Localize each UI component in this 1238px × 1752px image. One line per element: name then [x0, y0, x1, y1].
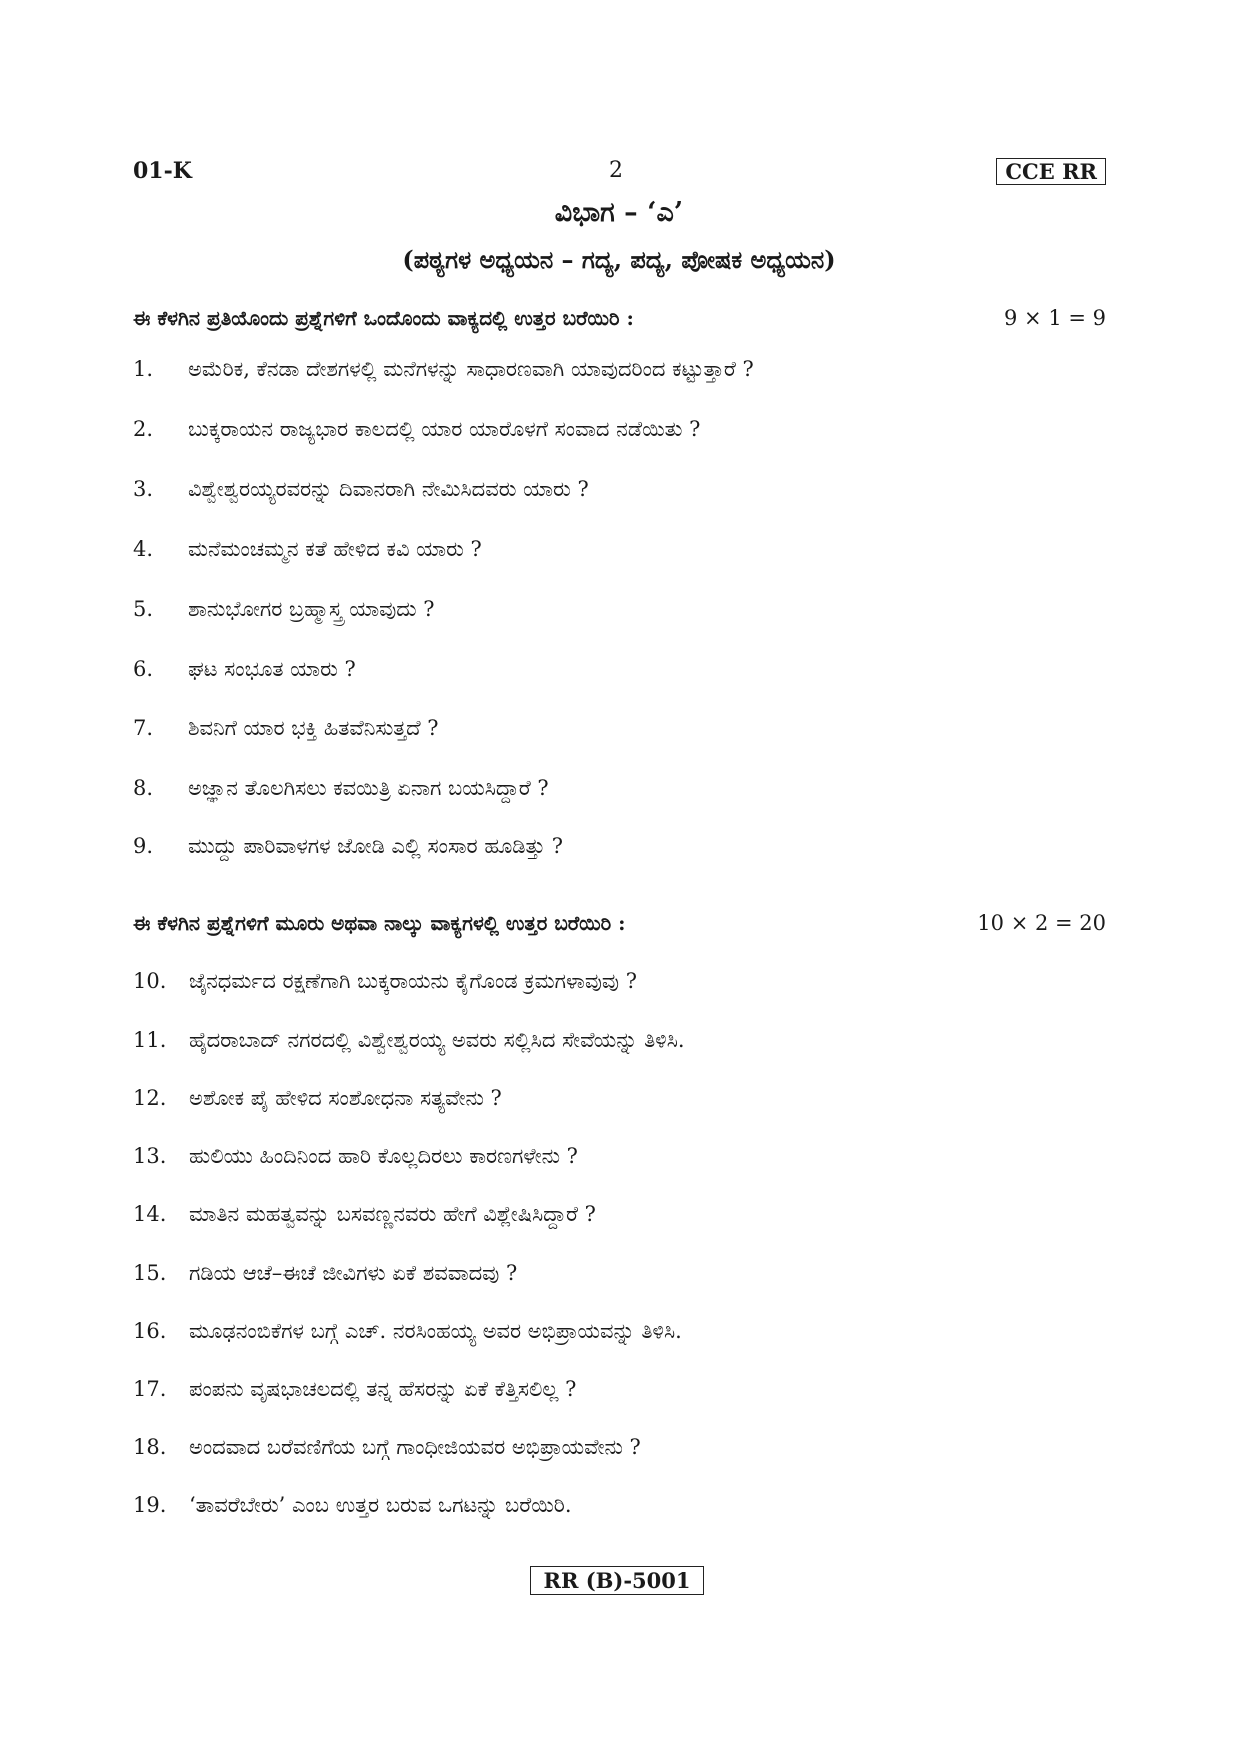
question-5	[133, 597, 434, 631]
question-text: ಅಂದವಾದ ಬರೆವಣಿಗೆಯ ಬಗ್ಗೆ ಗಾಂಧೀಜಿಯವರ ಅಭಿಪ್ರಾಯವೇನು ?	[189, 1435, 641, 1459]
question-number: 9.	[133, 834, 154, 858]
question-number: 17.	[133, 1377, 167, 1401]
question-number: 4.	[133, 537, 154, 561]
part1-marks: 9 × 1 = 9	[1004, 306, 1106, 330]
question-text: ಹೈದರಾಬಾದ್ ನಗರದಲ್ಲಿ ವಿಶ್ವೇಶ್ವರಯ್ಯ ಅವರು ಸಲ್ಲಿಸಿದ ಸೇವೆಯನ್ನು ತಿಳಿಸಿ.	[189, 1028, 685, 1052]
part1-instruction-row	[133, 306, 1106, 338]
question-text: ವಿಶ್ವೇಶ್ವರಯ್ಯರವರನ್ನು ದಿವಾನರಾಗಿ ನೇಮಿಸಿದವರು ಯಾರು ?	[188, 477, 589, 501]
question-text: ಅಶೋಕ ಪೈ ಹೇಳಿದ ಸಂಶೋಧನಾ ಸತ್ಯವೇನು ?	[189, 1086, 502, 1110]
question-number: 12.	[133, 1086, 167, 1110]
question-text: ‘ತಾವರೆಬೇರು’ ಎಂಬ ಉತ್ತರ ಬರುವ ಒಗಟನ್ನು ಬರೆಯಿರಿ.	[189, 1493, 572, 1517]
question-4	[133, 537, 482, 571]
part1-instruction: ಈ ಕೆಳಗಿನ ಪ್ರತಿಯೊಂದು ಪ್ರಶ್ನೆಗಳಿಗೆ ಒಂದೊಂದು ವಾಕ್ಯದಲ್ಲಿ ಉತ್ತರ ಬರೆಯಿರಿ :	[133, 306, 634, 330]
question-text: ಗಡಿಯ ಆಚೆ–ಈಚೆ ಜೀವಿಗಳು ಏಕೆ ಶವವಾದವು ?	[189, 1261, 518, 1285]
question-text: ಮಾತಿನ ಮಹತ್ವವನ್ನು ಬಸವಣ್ಣನವರು ಹೇಗೆ ವಿಶ್ಲೇಷಿಸಿದ್ದಾರೆ ?	[189, 1202, 596, 1226]
question-8	[133, 776, 549, 810]
question-number: 6.	[133, 657, 154, 681]
question-text: ಮನೆಮಂಚಮ್ಮನ ಕತೆ ಹೇಳಿದ ಕವಿ ಯಾರು ?	[188, 537, 482, 561]
question-number: 14.	[133, 1202, 167, 1226]
question-10	[133, 969, 637, 1003]
section-title: ವಿಭಾಗ – ‘ಎ’	[554, 197, 684, 228]
question-text: ಅಮೆರಿಕ, ಕೆನಡಾ ದೇಶಗಳಲ್ಲಿ ಮನೆಗಳನ್ನು ಸಾಧಾರಣವಾಗಿ ಯಾವುದರಿಂದ ಕಟ್ಟುತ್ತಾರೆ ?	[188, 357, 754, 381]
part2-instruction: ಈ ಕೆಳಗಿನ ಪ್ರಶ್ನೆಗಳಿಗೆ ಮೂರು ಅಥವಾ ನಾಲ್ಕು ವಾಕ್ಯಗಳಲ್ಲಿ ಉತ್ತರ ಬರೆಯಿರಿ :	[133, 911, 626, 935]
question-text: ಮುದ್ದು ಪಾರಿವಾಳಗಳ ಜೋಡಿ ಎಲ್ಲಿ ಸಂಸಾರ ಹೂಡಿತ್ತು ?	[188, 834, 564, 858]
question-14	[133, 1202, 596, 1236]
question-number: 7.	[133, 716, 154, 740]
question-number: 8.	[133, 776, 154, 800]
question-text: ಬುಕ್ಕರಾಯನ ರಾಜ್ಯಭಾರ ಕಾಲದಲ್ಲಿ ಯಾರ ಯಾರೊಳಗೆ ಸಂವಾದ ನಡೆಯಿತು ?	[188, 417, 701, 441]
question-16	[133, 1319, 682, 1353]
part2-instruction-row	[133, 911, 1106, 943]
question-9	[133, 834, 563, 868]
section-subtitle: (ಪಠ್ಯಗಳ ಅಧ್ಯಯನ – ಗದ್ಯ, ಪದ್ಯ, ಪೋಷಕ ಅಧ್ಯಯನ)	[402, 245, 836, 274]
question-text: ಜೈನಧರ್ಮದ ರಕ್ಷಣೆಗಾಗಿ ಬುಕ್ಕರಾಯನು ಕೈಗೊಂಡ ಕ್ರಮಗಳಾವುವು ?	[189, 969, 637, 993]
question-15	[133, 1261, 517, 1295]
question-text: ಮೂಢನಂಬಿಕೆಗಳ ಬಗ್ಗೆ ಎಚ್. ನರಸಿಂಹಯ್ಯ ಅವರ ಅಭಿಪ್ರಾಯವನ್ನು ತಿಳಿಸಿ.	[189, 1319, 682, 1343]
question-number: 2.	[133, 417, 154, 441]
question-number: 16.	[133, 1319, 167, 1343]
question-18	[133, 1435, 641, 1469]
page-header	[133, 158, 1106, 192]
page-number: 2	[609, 158, 623, 183]
question-text: ಶಿವನಿಗೆ ಯಾರ ಭಕ್ತಿ ಹಿತವೆನಿಸುತ್ತದೆ ?	[188, 716, 439, 740]
question-6	[133, 657, 356, 691]
question-text: ಹುಲಿಯು ಹಿಂದಿನಿಂದ ಹಾರಿ ಕೊಲ್ಲದಿರಲು ಕಾರಣಗಳೇನು ?	[189, 1144, 578, 1168]
question-2	[133, 417, 700, 451]
question-text: ಘಟ ಸಂಭೂತ ಯಾರು ?	[188, 657, 356, 681]
cce-rr-badge: CCE RR	[996, 158, 1106, 185]
question-number: 3.	[133, 477, 154, 501]
question-3	[133, 477, 589, 511]
question-7	[133, 716, 439, 750]
question-text: ಪಂಪನು ವೃಷಭಾಚಲದಲ್ಲಿ ತನ್ನ ಹೆಸರನ್ನು ಏಕೆ ಕೆತ್ತಿಸಲಿಲ್ಲ ?	[189, 1377, 577, 1401]
question-text: ಶಾನುಭೋಗರ ಬ್ರಹ್ಮಾಸ್ತ್ರ ಯಾವುದು ?	[188, 597, 435, 621]
question-13	[133, 1144, 578, 1178]
question-number: 10.	[133, 969, 167, 993]
question-12	[133, 1086, 502, 1120]
question-number: 19.	[133, 1493, 167, 1517]
question-11	[133, 1028, 685, 1062]
question-number: 18.	[133, 1435, 167, 1459]
question-17	[133, 1377, 576, 1411]
paper-code: 01-K	[133, 158, 192, 184]
question-19	[133, 1493, 572, 1527]
question-number: 13.	[133, 1144, 167, 1168]
question-number: 15.	[133, 1261, 167, 1285]
question-1	[133, 357, 754, 391]
question-number: 11.	[133, 1028, 167, 1052]
question-number: 1.	[133, 357, 154, 381]
question-text: ಅಜ್ಞಾನ ತೊಲಗಿಸಲು ಕವಯಿತ್ರಿ ಏನಾಗ ಬಯಸಿದ್ದಾರೆ ?	[188, 776, 549, 800]
question-number: 5.	[133, 597, 154, 621]
part2-marks: 10 × 2 = 20	[977, 911, 1106, 935]
footer-paper-code: RR (B)-5001	[530, 1566, 704, 1595]
